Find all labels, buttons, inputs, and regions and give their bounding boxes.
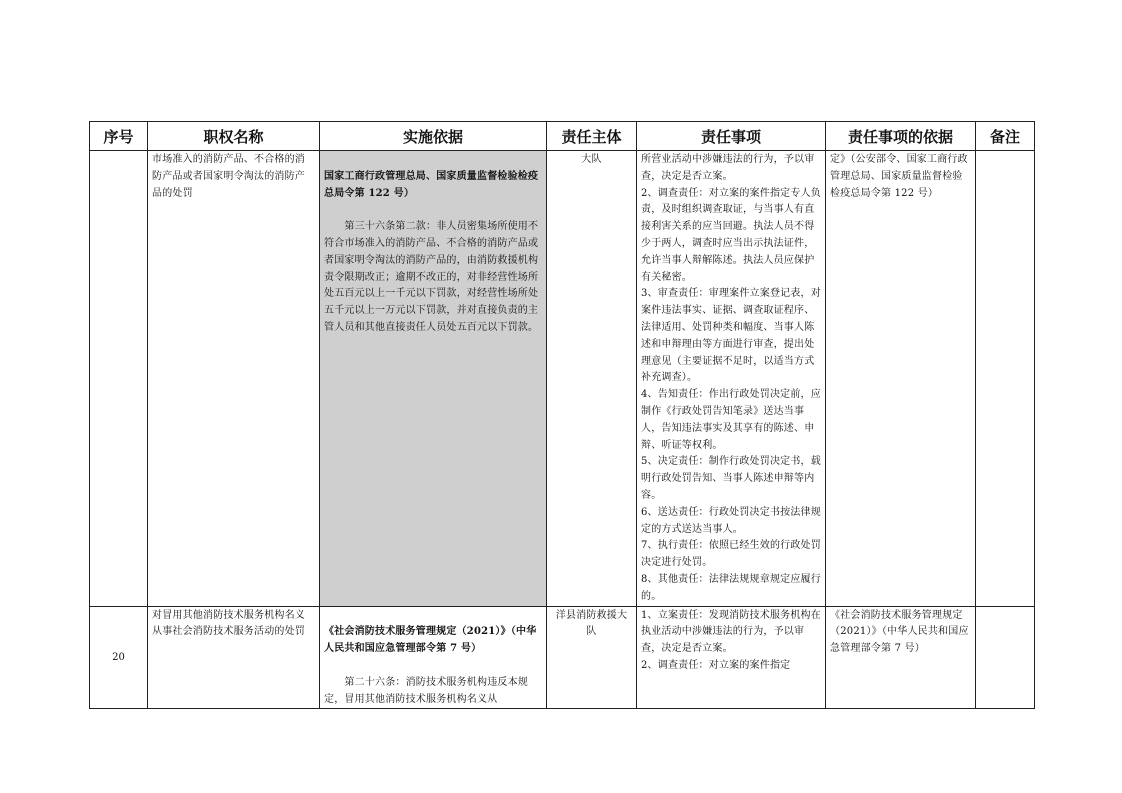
row-basis-text: 第三十六条第二款：非人员密集场所使用不符合市场准入的消防产品、不合格的消防产品或者国家明令淘汰的消防产品的，由消防救援机构责令限期改正；逾期不改正的，对非经营性场所处五百元以上一千元以下罚款，对经营性场所处五千元以上一万元以下罚款，并对直接负责的主管人员和其他直接责任人员处五百元以下罚款。 <box>324 221 539 333</box>
row-duty-basis-cell <box>826 151 976 607</box>
row-authority-name: 对冒用其他消防技术服务机构名义从事社会消防技术服务活动的处罚 <box>152 609 305 638</box>
row-duties-cell <box>637 151 826 607</box>
row-remark <box>976 151 1035 607</box>
table-row <box>90 606 1035 709</box>
row-duties: 1、立案责任：发现消防技术服务机构在执业活动中涉嫌违法的行为，予以审查，决定是否立案。 2、调查责任：对立案的案件指定 <box>641 609 821 671</box>
row-basis-cell <box>320 151 547 607</box>
row-authority-name-cell <box>148 606 320 709</box>
row-duty-basis: 《社会消防技术服务管理规定（2021）》（中华人民共和国应急管理部令第 7 号） <box>830 609 969 655</box>
row-remark <box>976 606 1035 709</box>
table-header-row <box>90 122 1035 151</box>
row-basis-title: 《社会消防技术服务管理规定（2021）》（中华人民共和国应急管理部令第 7 号） <box>324 626 537 655</box>
row-duty-basis-cell <box>826 606 976 709</box>
row-subject-cell <box>547 151 637 607</box>
authority-table <box>89 121 1035 709</box>
row-authority-name-cell <box>148 151 320 607</box>
row-subject: 大队 <box>581 154 602 165</box>
header-subject: 责任主体 <box>547 122 637 151</box>
row-basis-title: 国家工商行政管理总局、国家质量监督检验检疫总局令第 122 号） <box>324 170 539 199</box>
header-authority-name: 职权名称 <box>148 122 320 151</box>
table-row <box>90 151 1035 607</box>
header-duty-basis: 责任事项的依据 <box>826 122 976 151</box>
row-authority-name: 市场准入的消防产品、不合格的消防产品或者国家明令淘汰的消防产品的处罚 <box>152 154 305 199</box>
row-duty-basis: 定》（公安部令、国家工商行政管理总局、国家质量监督检验检疫总局令第 122 号） <box>830 154 968 199</box>
row-duties-cell <box>637 606 826 709</box>
row-basis-cell <box>320 606 547 709</box>
header-basis: 实施依据 <box>320 122 547 151</box>
row-number <box>90 151 148 607</box>
row-number: 20 <box>90 606 148 709</box>
row-basis-text: 第二十六条：消防技术服务机构违反本规定，冒用其他消防技术服务机构名义从 <box>324 676 528 705</box>
row-subject: 洋县消防救援大队 <box>555 609 628 638</box>
row-subject-cell <box>547 606 637 709</box>
row-duties: 所营业活动中涉嫌违法的行为，予以审查，决定是否立案。 2、调查责任：对立案的案件指定专人负责，及时组织调查取证，与当事人有直接利害关系的应当回避。执法人员不得少于两人，调查时应当出示执法证件，允许当事人辩解陈述。执法人员应保护有关秘密。 3、审查责任：审理案件立案登记表，对案件违法事实、证据、调查取证程序、法律适用、处罚种类和幅度、当事人陈述和申辩理由等方面进行审查，提出处理意见（主要证据不足时，以适当方式补充调查）。 4、告知责任：作出行政处罚决定前，应制作《行政处罚告知笔录》送达当事人，告知违法事实及其享有的陈述、申辩、听证等权利。 5、决定责任：制作行政处罚决定书，载明行政处罚告知、当事人陈述申辩等内容。 6、送达责任：行政处罚决定书按法律规定的方式送达当事人。 7、执行责任：依照已经生效的行政处罚决定进行处罚。 8、其他责任：法律法规规章规定应履行的。 <box>641 154 821 602</box>
header-number: 序号 <box>90 122 148 151</box>
header-remark: 备注 <box>976 122 1035 151</box>
header-duties: 责任事项 <box>637 122 826 151</box>
